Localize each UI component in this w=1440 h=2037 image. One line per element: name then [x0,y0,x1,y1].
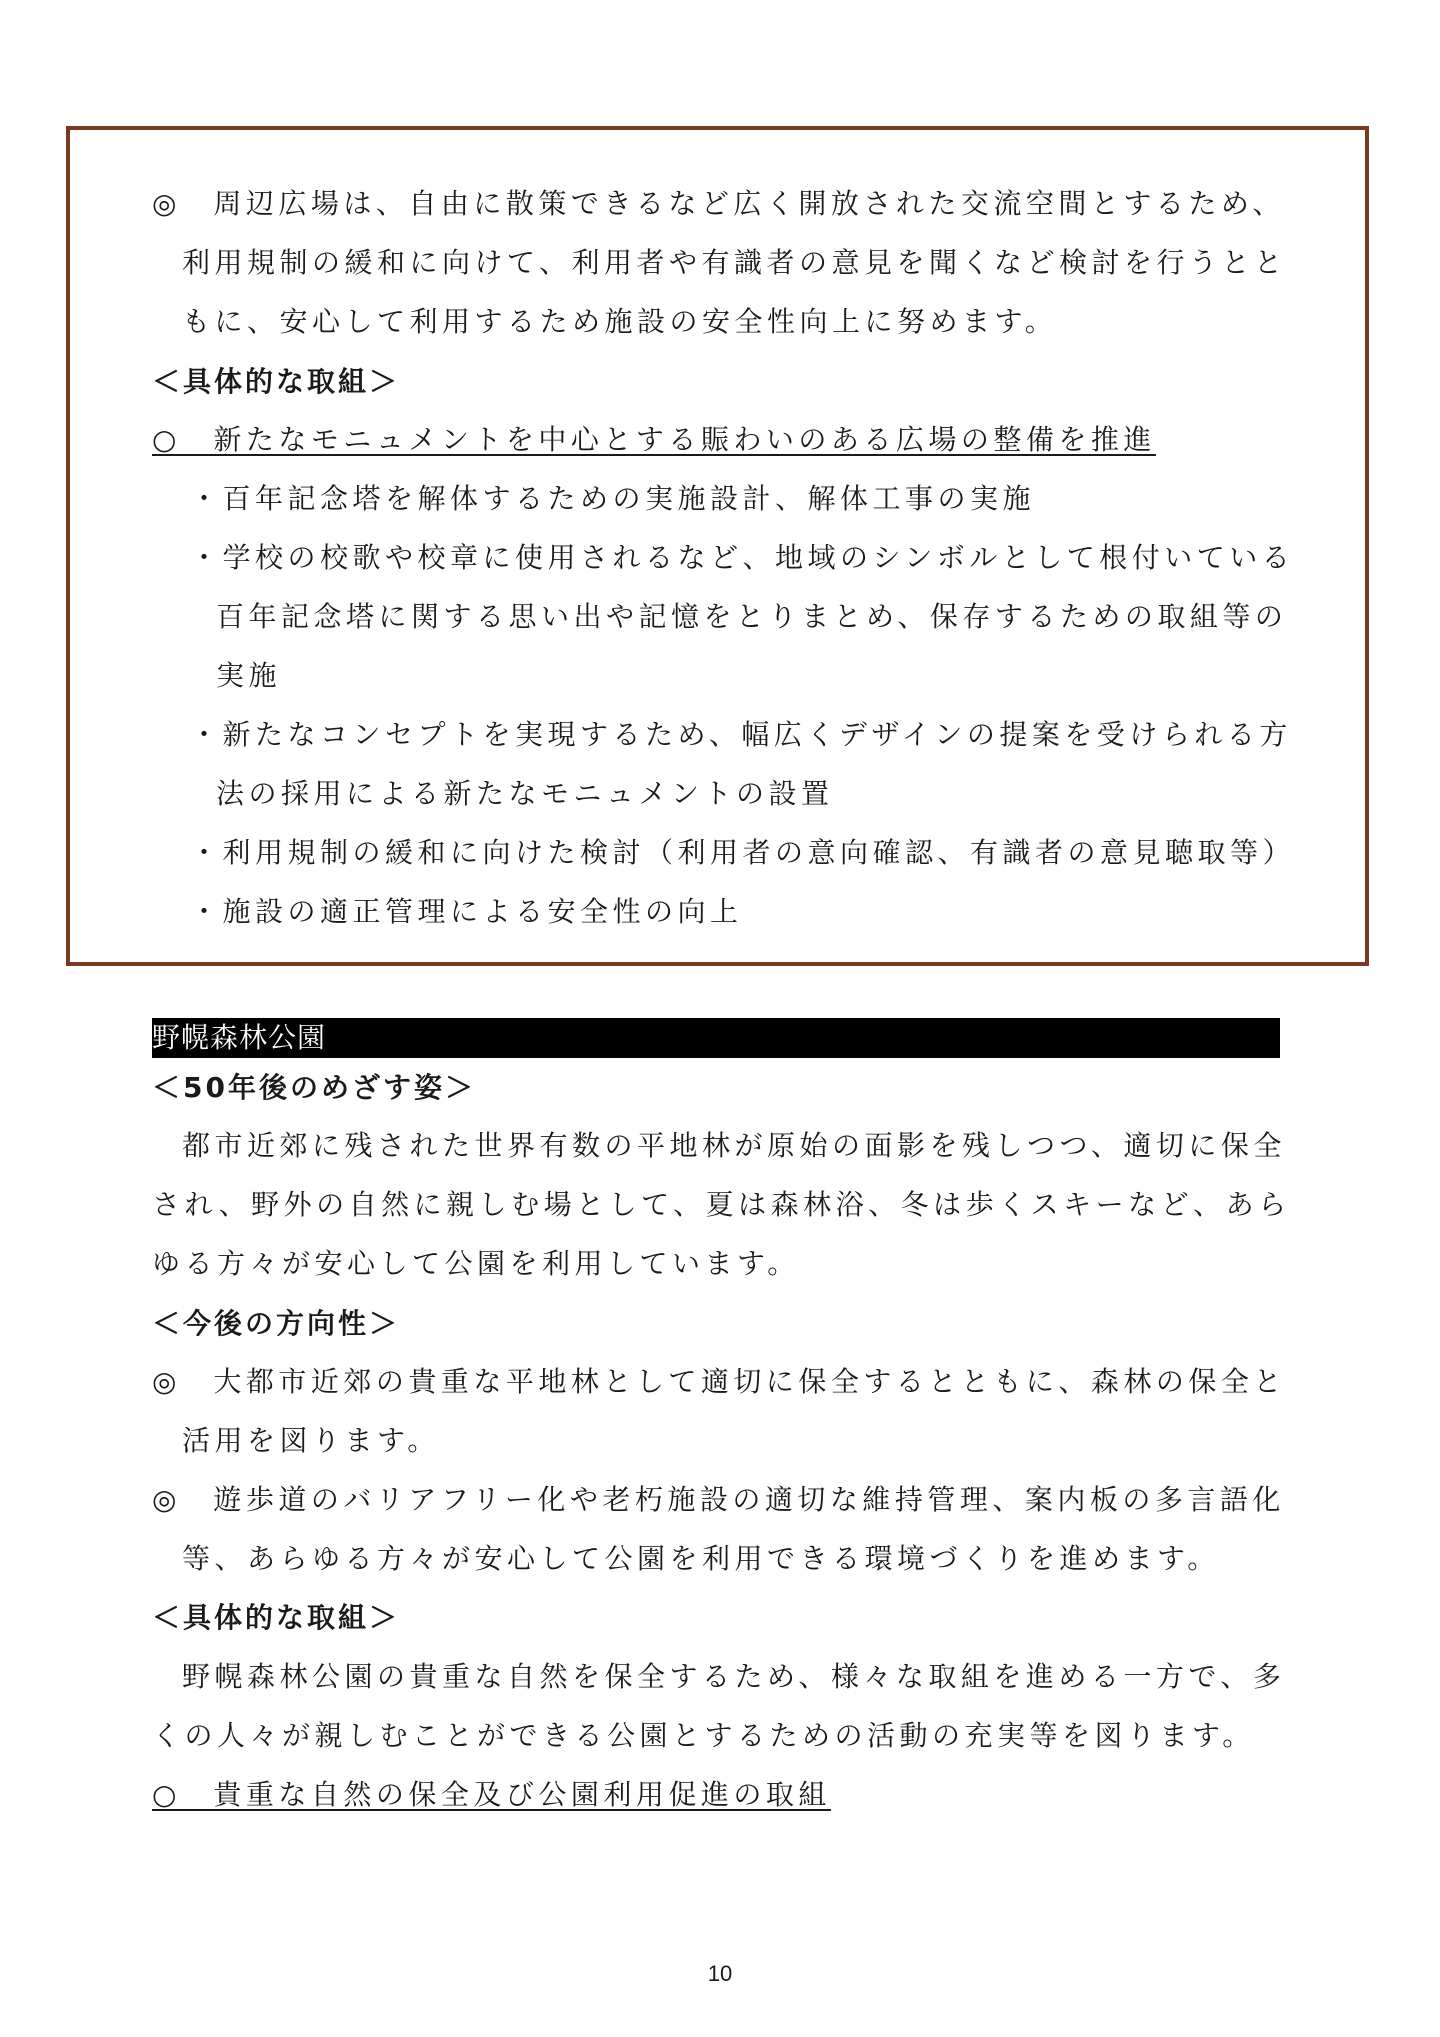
action-heading: ＜具体的な取組＞ [152,1601,401,1634]
action-paragraph-line: 野幌森林公園の貴重な自然を保全するため、様々な取組を進める一方で、多 [182,1660,1286,1693]
box-item-title: ○ 新たなモニュメントを中心とする賑わいのある広場の整備を推進 [152,423,1156,456]
box-bullet-continuation: 実施 [216,659,282,692]
box-bullet: ・百年記念塔を解体するための実施設計、解体工事の実施 [190,482,1036,515]
direction-line: 活用を図ります。 [182,1424,440,1457]
direction-heading: ＜今後の方向性＞ [152,1307,401,1340]
box-bullet: ・施設の適正管理による安全性の向上 [190,895,743,928]
box-paragraph-line: 利用規制の緩和に向けて、利用者や有識者の意見を聞くなど検討を行うとと [182,246,1287,279]
action-item-title: ○ 貴重な自然の保全及び公園利用促進の取組 [152,1778,831,1811]
page-number: 10 [707,1961,733,1986]
box-bullet: ・学校の校歌や校章に使用されるなど、地域のシンボルとして根付いている [190,541,1295,574]
direction-line: ◎ 大都市近郊の貴重な平地林として適切に保全するとともに、森林の保全と [152,1365,1286,1398]
box-bullet-continuation: 百年記念塔に関する思い出や記憶をとりまとめ、保存するための取組等の [216,600,1288,633]
direction-line: 等、あらゆる方々が安心して公園を利用できる環境づくりを進めます。 [182,1542,1220,1575]
box-paragraph-line: もに、安心して利用するため施設の安全性向上に努めます。 [182,305,1058,338]
section-title: 野幌森林公園 [152,1021,327,1054]
action-paragraph-line: くの人々が親しむことができる公園とするための活動の充実等を図ります。 [152,1719,1255,1752]
future-paragraph-line: 都市近郊に残された世界有数の平地林が原始の面影を残しつつ、適切に保全 [182,1129,1286,1162]
direction-line: ◎ 遊歩道のバリアフリー化や老朽施設の適切な維持管理、案内板の多言語化 [152,1483,1285,1516]
box-heading: ＜具体的な取組＞ [152,365,401,398]
future-paragraph-line: され、野外の自然に親しむ場として、夏は森林浴、冬は歩くスキーなど、あら [152,1188,1291,1221]
future-paragraph-line: ゆる方々が安心して公園を利用しています。 [152,1247,800,1280]
box-bullet-continuation: 法の採用による新たなモニュメントの設置 [216,777,834,810]
future-heading: ＜50年後のめざす姿＞ [152,1071,476,1104]
box-bullet: ・利用規制の緩和に向けた検討（利用者の意向確認、有識者の意見聴取等） [190,836,1296,869]
box-paragraph-line: ◎ 周辺広場は、自由に散策できるなど広く開放された交流空間とするため、 [152,187,1285,220]
box-bullet: ・新たなコンセプトを実現するため、幅広くデザインの提案を受けられる方 [190,718,1292,751]
